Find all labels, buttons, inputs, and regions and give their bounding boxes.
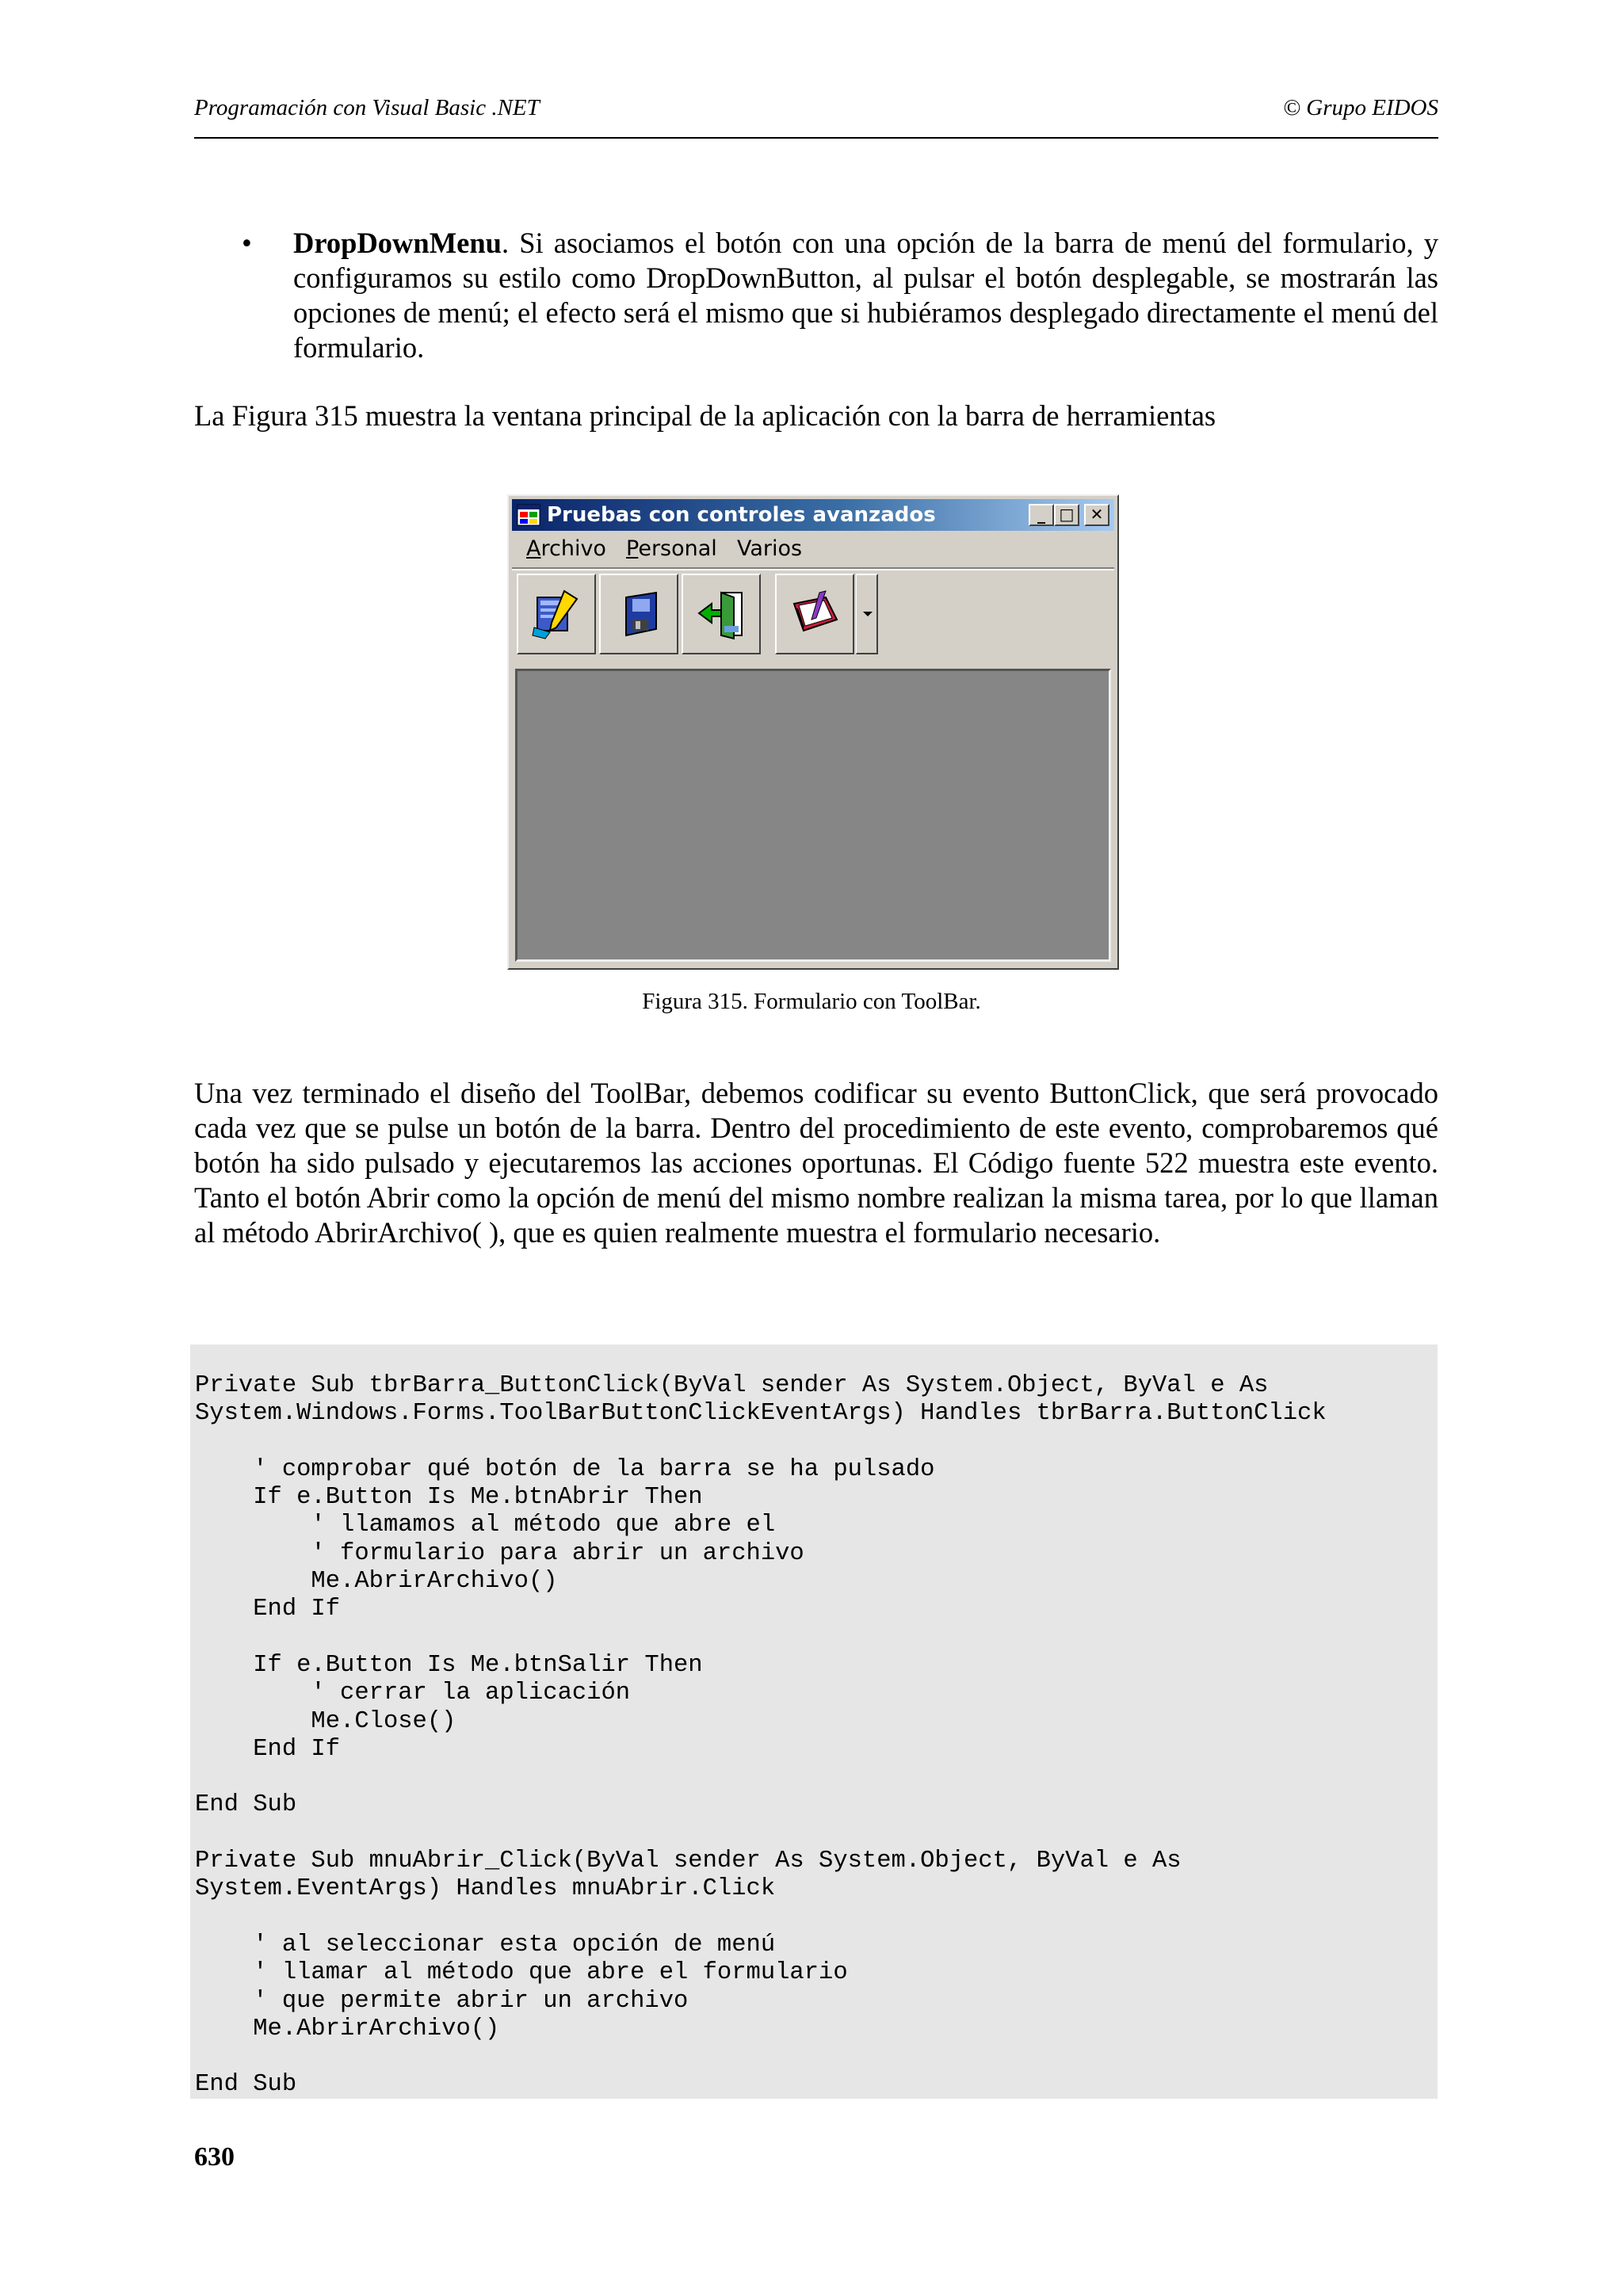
toolbar-button-exit[interactable]	[682, 574, 761, 654]
running-header-publisher: © Grupo EIDOS	[1282, 95, 1438, 120]
toolbar-dropdown-arrow[interactable]	[856, 574, 878, 654]
app-window-icon	[517, 504, 540, 526]
close-button[interactable]: ✕	[1084, 504, 1109, 526]
minimize-button[interactable]: _	[1029, 504, 1054, 526]
code-listing	[190, 1344, 1438, 2099]
menu-archivo[interactable]: Archivo	[526, 536, 606, 561]
toolbar-button-save[interactable]	[599, 574, 678, 654]
bullet-description: . Si asociamos el botón con una opción de la barra de menú del formulario, y configuramos su estilo como DropDownButton, al pulsar el botón desplegable, se mostrarán las opciones de menú; el efecto será el mismo que si hubiéramos desplegado directamente el menú del formulario.	[293, 227, 1438, 364]
form-window-figure	[507, 494, 1119, 970]
exit-door-icon	[694, 586, 750, 642]
form-client-area	[515, 669, 1111, 962]
main-paragraph: Una vez terminado el diseño del ToolBar, debemos codificar su evento ButtonClick, que será provocado cada vez que se pulse un botón de la barra. Dentro del procedimiento de este evento, comprobaremos qué botón ha sido pulsado y ejecutaremos las acciones oportunas. El Código fuente 522 muestra este evento. Tanto el botón Abrir como la opción de menú del mismo nombre realizan la misma tarea, por lo que llaman al método AbrirArchivo( ), que es quien realmente muestra el formulario necesario.	[194, 1077, 1438, 1249]
notebook-pen-icon	[788, 586, 843, 642]
header-rule	[194, 137, 1438, 139]
save-disk-icon	[612, 586, 667, 642]
bullet-text	[293, 226, 1438, 365]
intro-paragraph: La Figura 315 muestra la ventana principal de la aplicación con la barra de herramientas	[194, 399, 1216, 432]
code-text: Private Sub tbrBarra_ButtonClick(ByVal sender As System.Object, ByVal e As System.Windows.Forms.ToolBarButtonClickEventArgs) Handles tbrBarra.ButtonClick ' comprobar qué botón de la barra se ha pulsado If e.Button Is Me.btnAbrir Then ' llamamos al método que abre el ' formulario para abrir un archivo Me.AbrirArchivo() End If If e.Button Is Me.btnSalir Then ' cerrar la aplicación Me.Close() End If End Sub Private Sub mnuAbrir_Click(ByVal sender As System.Object, ByVal e As System.EventArgs) Handles mnuAbrir.Click ' al seleccionar esta opción de menú ' llamar al método que abre el formulario ' que permite abrir un archivo Me.AbrirArchivo() End Sub	[195, 1372, 1327, 2099]
toolbar-button-notebook[interactable]	[775, 574, 854, 654]
window-titlebar[interactable]	[512, 499, 1114, 531]
page-number: 630	[194, 2142, 235, 2172]
menu-separator	[512, 567, 1114, 570]
figure-caption: Figura 315. Formulario con ToolBar.	[642, 989, 981, 1014]
menu-bar	[512, 532, 1114, 566]
bullet-item	[242, 226, 1438, 365]
bullet-dot: •	[242, 227, 252, 259]
running-header-title: Programación con Visual Basic .NET	[194, 95, 540, 120]
window-title: Pruebas con controles avanzados	[547, 503, 936, 527]
maximize-button[interactable]: □	[1054, 504, 1079, 526]
menu-personal[interactable]: Personal	[626, 536, 717, 561]
menu-varios[interactable]: Varios	[737, 536, 803, 561]
edit-document-icon	[529, 586, 585, 642]
bullet-term: DropDownMenu	[293, 227, 502, 259]
toolbar	[514, 574, 1113, 661]
toolbar-button-edit[interactable]	[517, 574, 596, 654]
